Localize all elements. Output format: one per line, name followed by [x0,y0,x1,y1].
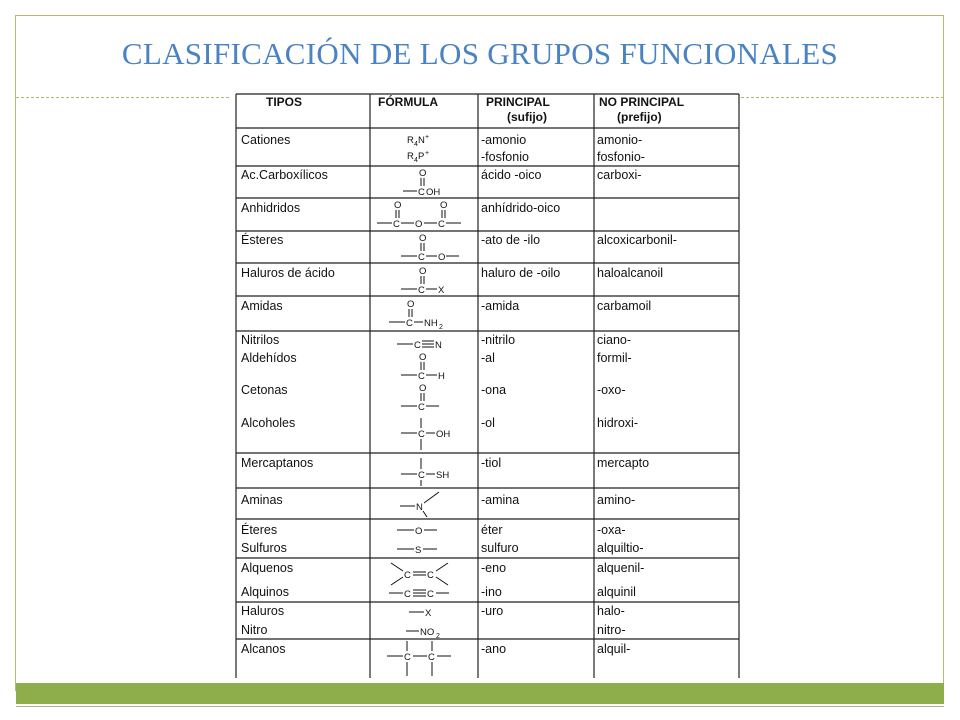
principal-cell: -nitrilo [481,333,516,347]
formula-amide [389,299,443,331]
hydroxyl-group: OH [426,187,441,198]
halogen-atom: X [425,608,432,619]
no-principal-cell: formil- [597,351,632,365]
principal-cell: -ano [481,642,507,656]
no-principal-cell: nitro- [597,623,626,637]
no-principal-cell: alquinil [597,585,636,599]
carbon-atom: C [418,187,425,198]
no-principal-cell: fosfonio- [597,150,645,164]
no-principal-cell: -oxa- [597,523,626,537]
tipo-cell: Nitrilos [241,333,280,347]
principal-cell: -amonio [481,133,527,147]
bond [423,511,427,517]
formula-superscript: + [425,134,430,141]
no-principal-cell: carboxi- [597,168,642,182]
no-principal-cell: mercapto [597,456,650,470]
no-principal-cell: amino- [597,493,636,507]
tipo-cell: Aminas [241,493,283,507]
formula-ether [397,526,437,537]
formula-p: P [418,151,425,162]
carbon-atom: C [414,340,421,351]
formula-subscript: 4 [414,157,418,164]
oxygen-atom: O [419,383,427,394]
principal-cell: -ona [481,383,507,397]
header-tipos: TIPOS [266,95,303,109]
tipo-cell: Ésteres [241,233,284,247]
carbon-atom: C [406,318,413,329]
formula-aldehyde [401,352,445,382]
tipo-cell: Anhidridos [241,201,301,215]
formula-subscript: 2 [439,324,443,331]
carbon-atom: C [418,429,425,440]
formula-subscript: 4 [414,141,418,148]
principal-cell: sulfuro [481,541,519,555]
formula-r: R [407,151,414,162]
amino-group: NH [424,318,438,329]
header-no-principal-sub: (prefijo) [617,110,662,124]
carbon-atom: C [438,219,445,230]
carbon-atom: C [427,570,434,581]
principal-cell: -ato de -ilo [481,233,541,247]
formula-nitrile [397,340,442,351]
oxygen-atom: O [440,200,448,211]
formula-superscript: + [425,150,430,157]
oxygen-atom: O [394,200,402,211]
principal-cell: -ol [481,416,495,430]
functional-groups-table [231,88,741,680]
tipo-cell: Aldehídos [241,351,297,365]
oxygen-atom: O [419,266,427,277]
formula-alkyne [389,589,449,600]
tipo-cell: Haluros de ácido [241,266,335,280]
principal-cell: éter [481,523,503,537]
tipo-cell: Éteres [241,523,278,537]
carbon-atom: C [418,470,425,481]
formula-subscript: 2 [436,633,440,640]
tipo-cell: Haluros [241,604,285,618]
no-principal-cell: hidroxi- [597,416,638,430]
oxygen-atom: O [419,168,427,179]
tipo-cell: Alquinos [241,585,289,599]
header-principal-sub: (sufijo) [507,110,547,124]
principal-cell: -uro [481,604,504,618]
tipo-cell: Cetonas [241,383,288,397]
header-no-principal: NO PRINCIPAL [599,95,685,109]
tipo-cell: Mercaptanos [241,456,314,470]
principal-cell: anhídrido-oico [481,201,561,215]
no-principal-cell: ciano- [597,333,632,347]
carbon-atom: C [427,589,434,600]
no-principal-cell: amonio- [597,133,643,147]
header-principal: PRINCIPAL [486,95,550,109]
nitro-group: NO [420,627,435,638]
carbon-atom: C [404,589,411,600]
formula-acid-halide [401,266,445,296]
formula-carboxylic-acid [403,168,440,198]
formula-amine [400,492,439,517]
oxygen-atom: O [438,252,446,263]
carbon-atom: C [418,371,425,382]
formula-nitro [406,627,440,640]
bond [391,563,403,571]
oxygen-atom: O [407,299,415,310]
formula-r: R [407,135,414,146]
nitrogen-atom: N [416,502,423,513]
hydrogen-atom: H [438,371,445,382]
footer-divider [16,706,944,707]
formula-quaternary-ammonium [407,134,429,148]
carbon-atom: C [428,652,435,663]
no-principal-cell: alquenil- [597,561,645,575]
formula-halide [409,608,432,619]
formula-alkene [391,563,448,585]
tipo-cell: Cationes [241,133,291,147]
formula-alkane [387,641,451,676]
no-principal-cell: alquiltio- [597,541,644,555]
formula-sulfide [397,545,437,556]
sulfur-atom: S [415,545,422,556]
no-principal-cell: alcoxicarbonil- [597,233,677,247]
hydroxyl-group: OH [436,429,451,440]
principal-cell: haluro de -oilo [481,266,561,280]
nitrogen-atom: N [435,340,442,351]
tipo-cell: Alquenos [241,561,294,575]
principal-cell: -ino [481,585,502,599]
halogen-atom: X [438,285,445,296]
no-principal-cell: -oxo- [597,383,626,397]
bond [391,577,403,585]
tipo-cell: Ac.Carboxílicos [241,168,328,182]
principal-cell: -amina [481,493,520,507]
carbon-atom: C [418,285,425,296]
no-principal-cell: halo- [597,604,625,618]
carbon-atom: C [418,252,425,263]
formula-anhydride [377,200,461,230]
formula-ester [401,233,459,263]
carbon-atom: C [404,570,411,581]
no-principal-cell: carbamoil [597,299,652,313]
formula-n: N [418,135,425,146]
principal-cell: -tiol [481,456,502,470]
carbon-atom: C [418,402,425,413]
bond [436,577,448,585]
oxygen-atom: O [415,219,423,230]
header-formula: FÓRMULA [378,95,438,109]
principal-cell: -amida [481,299,520,313]
oxygen-atom: O [419,233,427,244]
oxygen-atom: O [415,526,423,537]
slide-title: CLASIFICACIÓN DE LOS GRUPOS FUNCIONALES [121,36,839,71]
formula-ketone [401,383,439,413]
bond [424,492,439,503]
carbon-atom: C [404,652,411,663]
tipo-cell: Nitro [241,623,268,637]
bond [436,563,448,571]
thiol-group: SH [436,470,450,481]
no-principal-cell: haloalcanoil [597,266,664,280]
formula-phosphonium [407,150,429,164]
principal-cell: -eno [481,561,507,575]
footer-bar [16,683,944,704]
principal-cell: -al [481,351,495,365]
principal-cell: ácido -oico [481,168,542,182]
tipo-cell: Alcoholes [241,416,296,430]
carbon-atom: C [393,219,400,230]
principal-cell: -fosfonio [481,150,529,164]
tipo-cell: Sulfuros [241,541,287,555]
oxygen-atom: O [419,352,427,363]
no-principal-cell: alquil- [597,642,631,656]
formula-thiol [401,458,449,486]
formula-alcohol [401,418,450,450]
tipo-cell: Amidas [241,299,283,313]
tipo-cell: Alcanos [241,642,286,656]
